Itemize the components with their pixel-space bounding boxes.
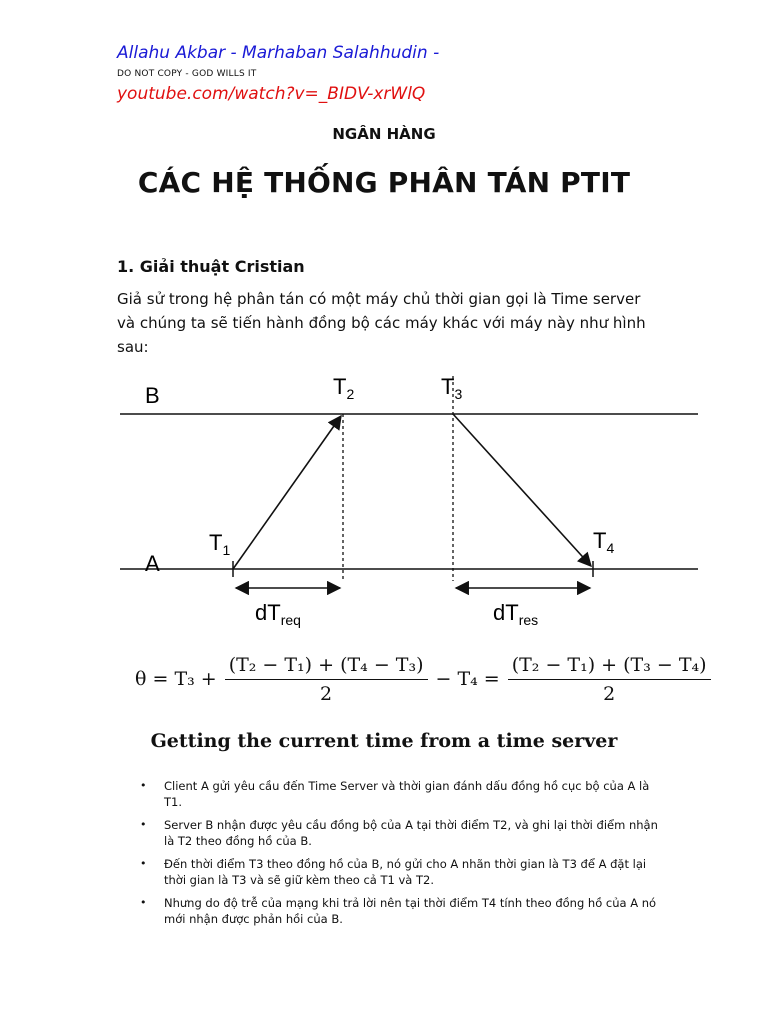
list-item-text: Nhưng do độ trễ của mạng khi trả lời nên tại thời điểm T4 tính theo đồng hồ của A nó mới nhận được phản hồi của B. [164, 896, 657, 926]
request-arrow [233, 416, 341, 569]
offset-formula [135, 648, 707, 710]
label-dtres: $dT_{res}$ [493, 600, 539, 628]
label-t4: $T_4$ [593, 528, 615, 556]
list-item [140, 817, 660, 849]
list-item-text: Đến thời điểm T3 theo đồng hồ của B, nó gửi cho A nhãn thời gian là T3 để A đặt lại thời gian là T3 và sẽ giữ kèm theo cả T1 và T2. [164, 857, 647, 887]
label-b: B [145, 383, 160, 408]
list-item-text: Client A gửi yêu cầu đến Time Server và thời gian đánh dấu đồng hồ cục bộ của A là T1. [164, 779, 650, 809]
label-a: A [145, 551, 160, 576]
header-line-1: Allahu Akbar - Marhaban Salahhudin - [117, 43, 440, 63]
label-t3: $T_3$ [441, 374, 463, 402]
label-t2: $T_2$ [333, 374, 355, 402]
section-intro: Giả sử trong hệ phân tán có một máy chủ thời gian gọi là Time server và chúng ta sẽ tiến hành đồng bộ các máy khác với máy này như hình sau: [117, 290, 646, 356]
formula-fraction-2-numerator: (T₂ − T₁) + (T₃ − T₄) [508, 654, 711, 680]
list-item-text: Server B nhận được yêu cầu đồng bộ của A tại thời điểm T2, và ghi lại thời điểm nhận là T2 theo đồng hồ của B. [164, 818, 658, 848]
label-dtreq: $dT_{req}$ [255, 600, 301, 628]
response-arrow [453, 414, 591, 566]
list-item [140, 778, 660, 810]
document-title: CÁC HỆ THỐNG PHÂN TÁN PTIT [137, 166, 631, 199]
header-line-2: DO NOT COPY - GOD WILLS IT [117, 69, 257, 79]
formula-fraction-1-numerator: (T₂ − T₁) + (T₄ − T₃) [225, 654, 428, 680]
document-kicker: NGÂN HÀNG [332, 125, 436, 143]
bullet-icon: • [140, 779, 147, 792]
figure-caption: Getting the current time from a time server [150, 730, 618, 752]
bullet-icon: • [140, 857, 147, 870]
formula-middle: − T₄ = [435, 668, 500, 690]
list-item [140, 856, 660, 888]
section-heading: 1. Giải thuật Cristian [117, 257, 305, 276]
list-item [140, 895, 660, 927]
cristian-timing-diagram [115, 366, 705, 636]
formula-fraction-1 [225, 654, 428, 705]
formula-lhs: θ = T₃ + [135, 668, 217, 690]
bullet-icon: • [140, 896, 147, 909]
formula-fraction-2-denominator: 2 [603, 682, 616, 705]
formula-fraction-2 [508, 654, 711, 705]
formula-fraction-1-denominator: 2 [320, 682, 333, 705]
label-t1: $T_1$ [209, 530, 231, 558]
bullet-icon: • [140, 818, 147, 831]
bullet-list [140, 778, 660, 934]
header-link[interactable]: youtube.com/watch?v=_BIDV-xrWlQ [117, 84, 426, 104]
